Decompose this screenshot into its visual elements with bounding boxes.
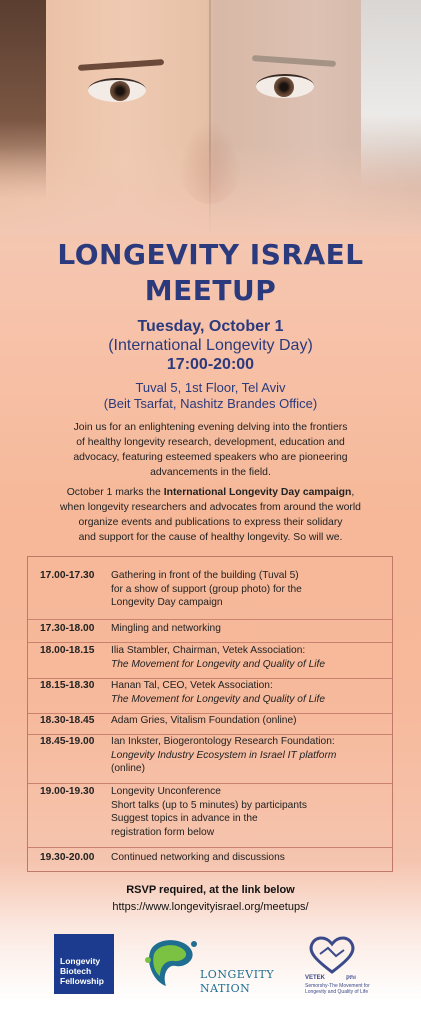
event-time: 17:00-20:00 bbox=[166, 356, 255, 373]
schedule-desc bbox=[111, 569, 386, 610]
faces-photo bbox=[0, 0, 421, 236]
event-title-line2: MEETUP bbox=[144, 274, 277, 307]
campaign-paragraph bbox=[28, 485, 393, 545]
intro-line: Join us for an enlightening evening delving into the frontiers bbox=[73, 422, 348, 433]
schedule-text: (online) bbox=[111, 763, 145, 774]
intro-line: of healthy longevity research, development, education and bbox=[76, 437, 345, 448]
schedule-row bbox=[28, 714, 392, 735]
longevity-biotech-fellowship-logo bbox=[54, 934, 114, 994]
schedule-row bbox=[28, 851, 392, 869]
heart-icon bbox=[311, 938, 353, 972]
old-brow bbox=[252, 55, 336, 67]
schedule-row bbox=[28, 622, 392, 643]
schedule-text: Adam Gries, Vitalism Foundation (online) bbox=[111, 715, 297, 726]
schedule-time: 18.45-19.00 bbox=[40, 736, 95, 747]
nation-dot-icon bbox=[191, 941, 197, 947]
schedule-desc bbox=[111, 679, 386, 706]
location-line1: Tuval 5, 1st Floor, Tel Aviv bbox=[135, 380, 286, 395]
schedule-text: Longevity Unconference bbox=[111, 786, 221, 797]
event-title-line1: LONGEVITY ISRAEL bbox=[57, 238, 364, 271]
nation-word: NATION bbox=[200, 982, 251, 995]
schedule-time: 19.00-19.30 bbox=[40, 786, 95, 797]
schedule-text: Short talks (up to 5 minutes) by participants bbox=[111, 799, 307, 811]
schedule-text: for a show of support (group photo) for the bbox=[111, 583, 302, 595]
lbf-word: Longevity bbox=[60, 956, 101, 966]
location-line2: (Beit Tsarfat, Nashitz Brandes Office) bbox=[103, 396, 318, 411]
schedule-time: 17.30-18.00 bbox=[40, 623, 95, 634]
schedule-text: Continued networking and discussions bbox=[111, 852, 285, 863]
campaign-post: , bbox=[351, 487, 355, 498]
photo-fade bbox=[0, 146, 421, 236]
rsvp-link[interactable]: https://www.longevityisrael.org/meetups/ bbox=[112, 901, 309, 913]
nation-word: LONGEVITY bbox=[200, 968, 275, 981]
schedule-text: Gathering in front of the building (Tuval 5) bbox=[111, 570, 299, 581]
intro-paragraph bbox=[28, 420, 393, 480]
schedule-desc bbox=[111, 622, 386, 636]
old-eye bbox=[256, 74, 314, 98]
vetek-subtitle: Semorshy-The Movement for bbox=[305, 983, 370, 989]
schedule-row bbox=[28, 569, 392, 620]
schedule-italic: The Movement for Longevity and Quality of Life bbox=[111, 658, 326, 670]
schedule-desc bbox=[111, 644, 386, 671]
event-occasion: (International Longevity Day) bbox=[108, 337, 313, 354]
schedule-text: Ilia Stambler, Chairman, Vetek Association: bbox=[111, 645, 306, 656]
schedule-row bbox=[28, 785, 392, 848]
schedule-text: Hanan Tal, CEO, Vetek Association: bbox=[111, 680, 273, 691]
intro-line: advocacy, featuring esteemed speakers who are pioneering bbox=[73, 452, 348, 463]
schedule-italic: Longevity Industry Ecosystem in Israel IT platform bbox=[111, 749, 337, 761]
schedule-time: 18.30-18.45 bbox=[40, 715, 95, 726]
vetek-subtitle: Longevity and Quality of Life bbox=[305, 989, 369, 995]
campaign-pre: October 1 marks the bbox=[66, 487, 164, 498]
campaign-line bbox=[28, 485, 393, 500]
schedule-desc bbox=[111, 851, 386, 865]
schedule-table bbox=[27, 556, 393, 872]
lbf-word: Biotech bbox=[60, 966, 92, 976]
vetek-heart-logo bbox=[306, 934, 358, 974]
schedule-desc bbox=[111, 735, 386, 776]
rsvp-note: RSVP required, at the link below bbox=[126, 884, 295, 896]
campaign-line: when longevity researchers and advocates from around the world bbox=[60, 502, 361, 513]
schedule-row bbox=[28, 644, 392, 679]
campaign-line: and support for the cause of healthy longevity. So will we. bbox=[78, 532, 343, 543]
schedule-text: registration form below bbox=[111, 826, 215, 838]
intro-line: advancements in the field. bbox=[150, 467, 271, 478]
schedule-text: Longevity Day campaign bbox=[111, 597, 223, 608]
event-date: Tuesday, October 1 bbox=[137, 318, 284, 335]
handshake-icon bbox=[320, 948, 344, 956]
schedule-desc bbox=[111, 785, 386, 839]
young-eye bbox=[88, 78, 146, 102]
lbf-word: Fellowship bbox=[60, 976, 104, 986]
vetek-label: VETEK bbox=[305, 975, 326, 981]
campaign-line: organize events and publications to express their solidary bbox=[78, 517, 343, 528]
vetek-hebrew-label: ותק bbox=[346, 975, 356, 981]
schedule-time: 18.15-18.30 bbox=[40, 680, 95, 691]
schedule-italic: The Movement for Longevity and Quality of Life bbox=[111, 693, 326, 705]
nation-dot-icon bbox=[145, 957, 151, 963]
schedule-text: Mingling and networking bbox=[111, 623, 221, 634]
schedule-desc bbox=[111, 714, 386, 728]
schedule-time: 18.00-18.15 bbox=[40, 645, 95, 656]
schedule-text: Ian Inkster, Biogerontology Research Foundation: bbox=[111, 736, 335, 747]
schedule-time: 17.00-17.30 bbox=[40, 570, 95, 581]
schedule-row bbox=[28, 679, 392, 714]
campaign-bold: International Longevity Day campaign bbox=[163, 487, 352, 498]
young-brow bbox=[78, 59, 164, 71]
schedule-time: 19.30-20.00 bbox=[40, 852, 95, 863]
schedule-row bbox=[28, 735, 392, 784]
schedule-text: Suggest topics in advance in the bbox=[111, 813, 258, 824]
